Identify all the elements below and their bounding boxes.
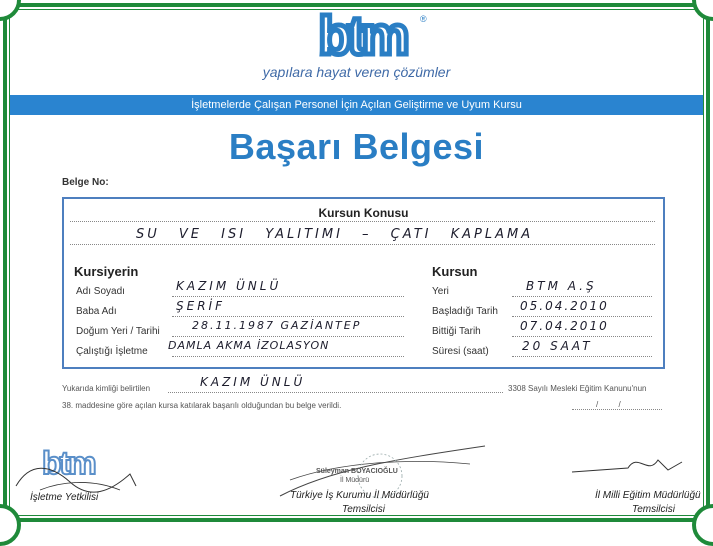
svg-text:®: ® [420, 14, 427, 24]
meb-rep-label: İl Milli Eğitim Müdürlüğü [595, 490, 701, 501]
start-date-label: Başladığı Tarih [432, 306, 498, 317]
meb-rep-label-2: Temsilcisi [632, 504, 675, 515]
trainee-name-value: KAZIM ÜNLÜ [176, 279, 282, 293]
dotted-line [70, 221, 655, 222]
page-title: Başarı Belgesi [228, 126, 485, 167]
svg-text:btm: btm [42, 446, 95, 480]
tagline: yapılara hayat veren çözümler [262, 64, 451, 80]
course-topic-heading: Kursun Konusu [318, 206, 409, 220]
logo-text: btm [318, 8, 406, 64]
iskur-rep-label: Türkiye İş Kurumu İl Müdürlüğü [290, 490, 429, 501]
birth-info-value: 28.11.1987 GAZİANTEP [192, 319, 362, 332]
dotted-line [70, 244, 655, 245]
dotted-line [172, 296, 404, 297]
course-place-label: Yeri [432, 286, 449, 297]
end-date-label: Bittiği Tarih [432, 326, 481, 337]
dotted-line [512, 316, 652, 317]
duration-label: Süresi (saat) [432, 346, 489, 357]
dotted-line [512, 336, 652, 337]
dotted-line [572, 409, 662, 410]
end-date-value: 07.04.2010 [520, 319, 609, 333]
dotted-line [168, 392, 503, 393]
course-type-band: İşletmelerde Çalışan Personel İçin Açılan Geliştirme ve Uyum Kursu [10, 95, 703, 115]
trainee-name-label: Adı Soyadı [76, 286, 125, 297]
duration-value: 20 SAAT [522, 339, 593, 353]
footer-prefix: Yukarıda kimliği belirtilen [62, 384, 151, 393]
dotted-line [512, 296, 652, 297]
course-heading: Kursun [432, 264, 478, 279]
business-rep-label: İşletme Yetkilisi [30, 492, 99, 503]
dotted-line [172, 336, 404, 337]
center-signatory-name: Süleyman BOYACIOĞLU [316, 468, 398, 475]
footer-date: / / [596, 400, 621, 409]
trainee-heading: Kursiyerin [74, 264, 139, 279]
course-place-value: BTM A.Ş [526, 279, 597, 293]
father-name-value: ŞERİF [176, 299, 225, 313]
footer-statement: 38. maddesine göre açılan kursa katılarak başarılı olduğundan bu belge verildi. [62, 401, 342, 410]
employer-value: DAMLA AKMA İZOLASYON [168, 339, 330, 352]
birth-info-label: Doğum Yeri / Tarihi [76, 326, 160, 337]
dotted-line [172, 316, 404, 317]
center-signatory-role: İl Müdürü [340, 477, 370, 484]
father-name-label: Baba Adı [76, 306, 117, 317]
start-date-value: 05.04.2010 [520, 299, 609, 313]
footer-name: KAZIM ÜNLÜ [200, 375, 306, 389]
details-box [62, 197, 665, 369]
course-topic-value: SU VE ISI YALITIMI – ÇATI KAPLAMA [136, 227, 534, 242]
document-number-label: Belge No: [62, 177, 109, 188]
dotted-line [512, 356, 652, 357]
btm-logo [292, 8, 432, 64]
signature-right [568, 446, 688, 486]
iskur-rep-label-2: Temsilcisi [342, 504, 385, 515]
footer-suffix: 3308 Sayılı Mesleki Eğitim Kanunu'nun [508, 384, 647, 393]
dotted-line [172, 356, 404, 357]
employer-label: Çalıştığı İşletme [76, 346, 148, 357]
